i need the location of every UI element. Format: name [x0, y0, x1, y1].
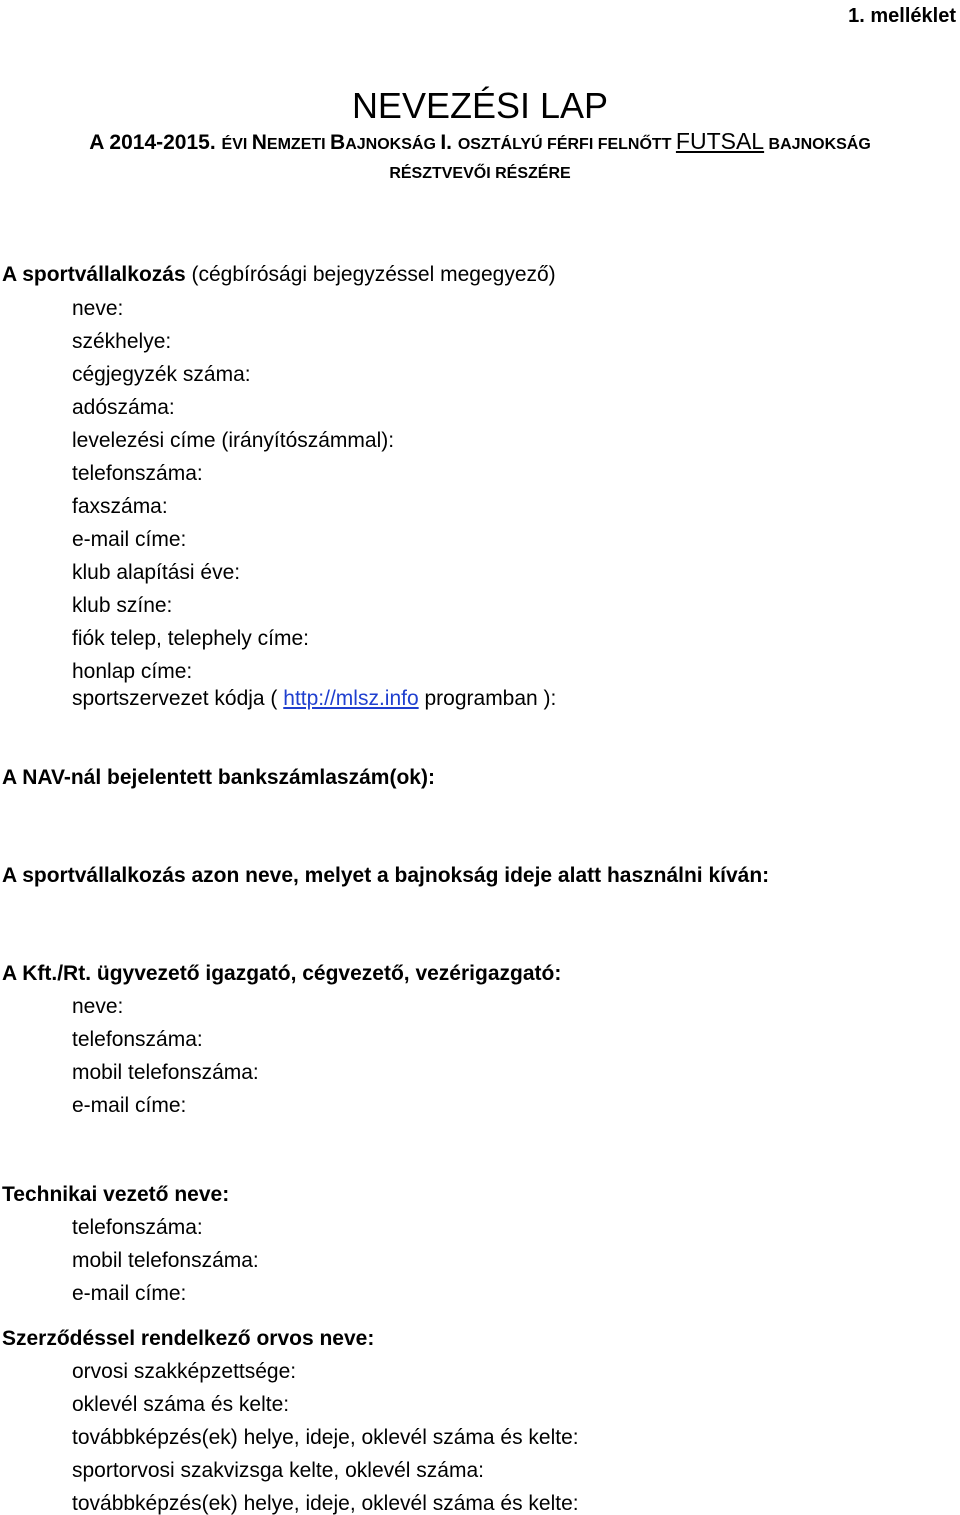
- doctor-heading: Szerződéssel rendelkező orvos neve:: [2, 1327, 375, 1350]
- company-field-club-color: klub színe:: [72, 594, 173, 617]
- org-code-prefix: sportszervezet kódja (: [72, 687, 284, 710]
- subtitle-i: I.: [440, 131, 458, 154]
- subtitle-futsal: FUTSAL: [675, 128, 765, 154]
- company-field-branch-address: fiók telep, telephely címe:: [72, 627, 309, 650]
- subtitle-bajnoksag: BAJNOKSÁG: [764, 136, 871, 153]
- page-title: NEVEZÉSI LAP: [351, 85, 609, 126]
- annex-label: 1. melléklet: [848, 5, 956, 27]
- company-field-phone: telefonszáma:: [72, 462, 203, 485]
- company-field-founding-year: klub alapítási éve:: [72, 561, 241, 584]
- company-field-registry-number: cégjegyzék száma:: [72, 363, 251, 386]
- director-field-name: neve:: [72, 995, 124, 1018]
- subtitle-b: B: [330, 131, 346, 154]
- company-field-org-code: [72, 688, 556, 709]
- technical-field-phone: telefonszáma:: [72, 1216, 203, 1239]
- director-heading: A Kft./Rt. ügyvezető igazgató, cégvezető, vezérigazgató:: [2, 962, 562, 985]
- season-name-heading: A sportvállalkozás azon neve, melyet a bajnokság ideje alatt használni kíván:: [2, 864, 770, 887]
- company-field-name: neve:: [72, 297, 124, 320]
- org-code-suffix: programban ):: [418, 687, 557, 710]
- subtitle-year: A 2014-2015.: [89, 131, 222, 154]
- company-heading: [2, 264, 556, 285]
- subtitle-n: N: [251, 131, 267, 154]
- director-field-mobile: mobil telefonszáma:: [72, 1061, 259, 1084]
- doctor-field-training-2: továbbképzés(ek) helye, ideje, oklevél száma és kelte:: [72, 1492, 579, 1515]
- subtitle-line-2: RÉSZTVEVŐI RÉSZÉRE: [389, 165, 571, 182]
- doctor-field-qualification: orvosi szakképzettsége:: [72, 1360, 297, 1383]
- technical-manager-heading: Technikai vezető neve:: [2, 1183, 230, 1206]
- mlsz-info-link[interactable]: http://mlsz.info: [283, 687, 419, 710]
- director-field-phone: telefonszáma:: [72, 1028, 203, 1051]
- company-field-website: honlap címe:: [72, 660, 193, 683]
- company-heading-bold: A sportvállalkozás: [2, 263, 186, 286]
- company-heading-note: (cégbírósági bejegyzéssel megegyező): [185, 263, 556, 286]
- company-field-seat: székhelye:: [72, 330, 172, 353]
- company-field-fax: faxszáma:: [72, 495, 168, 518]
- subtitle-evi: ÉVI: [221, 136, 252, 153]
- subtitle-osztalyu: OSZTÁLYÚ FÉRFI FELNŐTT: [457, 136, 676, 153]
- subtitle-emzeti: EMZETI: [266, 136, 331, 153]
- subtitle-ajnoksag: AJNOKSÁG: [345, 136, 441, 153]
- company-field-email: e-mail címe:: [72, 528, 187, 551]
- doctor-field-diploma: oklevél száma és kelte:: [72, 1393, 290, 1416]
- director-field-email: e-mail címe:: [72, 1094, 187, 1117]
- technical-field-email: e-mail címe:: [72, 1282, 187, 1305]
- company-field-postal-address: levelezési címe (irányítószámmal):: [72, 429, 395, 452]
- technical-field-mobile: mobil telefonszáma:: [72, 1249, 259, 1272]
- subtitle-line-1: [0, 130, 960, 153]
- doctor-field-training-1: továbbképzés(ek) helye, ideje, oklevél száma és kelte:: [72, 1426, 579, 1449]
- doctor-field-sports-exam: sportorvosi szakvizsga kelte, oklevél száma:: [72, 1459, 484, 1482]
- bank-accounts-heading: A NAV-nál bejelentett bankszámlaszám(ok):: [2, 766, 435, 789]
- company-field-tax-number: adószáma:: [72, 396, 175, 419]
